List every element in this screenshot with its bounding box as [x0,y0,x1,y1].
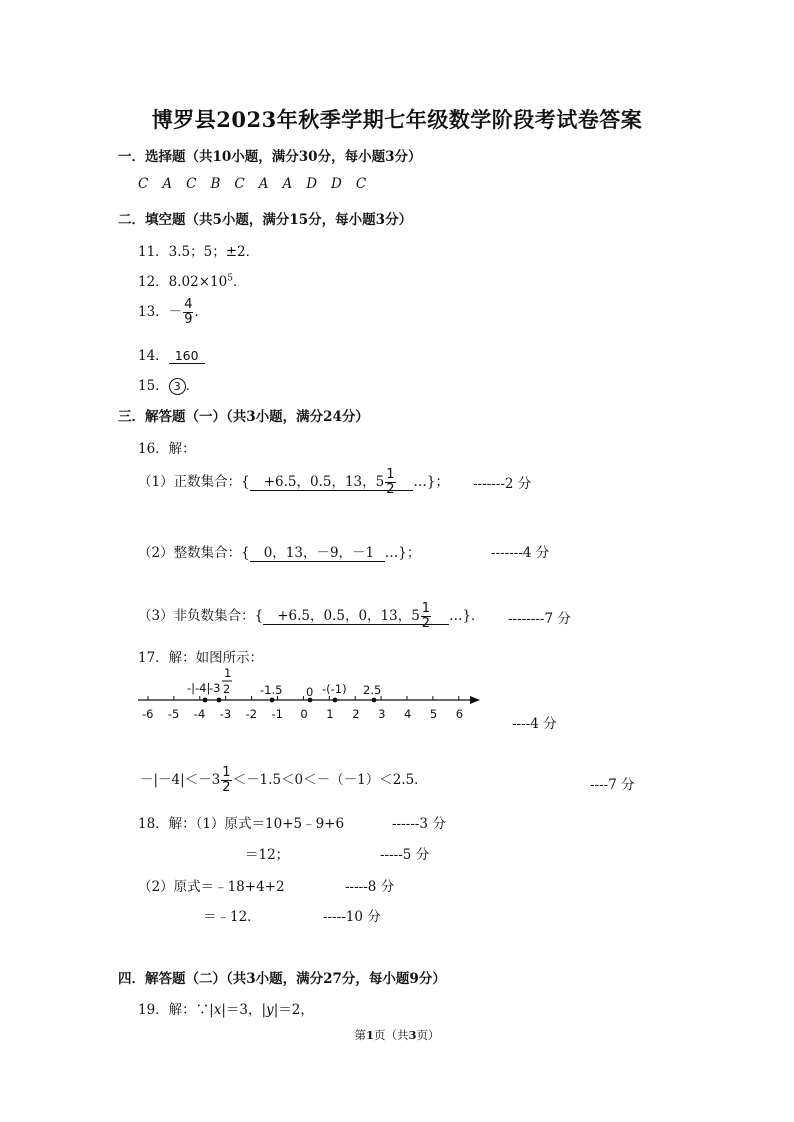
q16-3-fraction [421,602,431,631]
choice-answers [138,176,380,192]
section4-heading: 四．解答题（二）（共3小题，满分27分，每小题9分） [118,971,446,987]
q16-2-label: （2）整数集合：{ [138,545,250,561]
q15-answer [138,374,199,395]
point-neg3-half [217,698,222,703]
q16-3-end: …}． [448,608,485,624]
choice-answer: D [331,176,342,192]
q19-mid: |＝3，| [221,1002,267,1018]
tick-label: -2 [245,707,258,721]
tick-label: 5 [429,707,438,721]
q16-1-score: -------2 分 [473,476,532,492]
q18-score1: ------3 分 [392,816,446,832]
section3-heading: 三．解答题（一）（共3小题，满分24分） [118,409,369,425]
q13-suffix: ． [194,304,208,320]
q16-1-fraction [385,468,395,497]
label-half-num: 1 [224,666,232,680]
footer-prefix: 第 [354,1028,366,1042]
arrow-right-icon [470,696,480,704]
point-neg-neg1 [333,698,338,703]
footer-suffix: 页） [416,1028,440,1042]
q16-2-score: -------4 分 [491,545,550,561]
tick-label: -3 [219,707,232,721]
q17-score1: ----4 分 [512,716,557,732]
q12-suffix: ． [232,274,247,290]
q13-prefix: 13．－ [138,304,183,320]
tick-label: 0 [300,707,308,721]
choice-answer: D [306,176,318,192]
q18-score2: -----5 分 [380,847,430,863]
q14-value: 160 [169,348,205,364]
choice-answer: A [162,176,173,192]
q16-2-content: 0，13，－9，－1 [263,545,375,561]
q17-ineq-fraction [221,766,231,795]
label-neg1-5: -1.5 [260,683,283,697]
q18-score3: -----8 分 [345,879,395,895]
q16-1-frac-den: 2 [386,482,395,497]
q18-line4: ＝﹣12． [203,909,261,925]
q19-var-y: y [266,1002,274,1018]
page-title: 博罗县2023年秋季学期七年级数学阶段考试卷答案 [151,107,643,132]
q19-line [138,998,314,1018]
q19-end: |＝2， [273,1002,314,1018]
q15-prefix: 15． [138,378,169,394]
q16-part1 [138,468,449,497]
q16-3-frac-num: 1 [421,601,431,616]
q17-label: 17．解：如图所示： [138,650,264,666]
choice-answer: C [355,176,367,192]
circled-3-icon: 3 [169,378,186,395]
footer-total-pages: 3 [408,1028,417,1042]
q14-answer [138,344,205,364]
section1-heading: 一．选择题（共10小题，满分30分，每小题3分） [118,149,422,165]
tick-label: -5 [167,707,180,721]
q18-line3: （2）原式＝﹣18+4+2 [138,879,285,895]
q16-2-end: …}； [384,545,421,561]
q13-numerator: 4 [184,297,193,312]
q12-answer [138,270,246,290]
choice-answer: B [210,176,221,192]
q16-3-label: （3）非负数集合：{ [138,608,264,624]
tick-label: -1 [271,707,283,721]
choice-answer: A [258,176,269,192]
tick-label: -6 [142,707,154,721]
label-neg3: -3 [209,681,221,695]
q16-3-score: --------7 分 [508,611,571,627]
q14-prefix: 14． [138,348,169,364]
q16-1-end: …}； [413,474,449,490]
tick-label: 4 [404,707,412,721]
choice-answer: C [138,176,149,192]
page-footer [0,1027,794,1043]
q16-part3 [138,602,485,631]
q11-answer: 11．3.5；5；±2． [138,244,260,260]
q17-ineq-part2: ＜－1.5＜0＜－（－1）＜2.5． [232,772,428,788]
q16-1-content: +6.5，0.5，13，5 [263,474,385,490]
q16-3-content: +6.5，0.5，0，13，5 [277,608,420,624]
q13-denominator: 9 [184,312,193,327]
q17-score2: ----7 分 [590,777,635,793]
q18-line2: ＝12； [245,847,290,863]
choice-answer: A [282,176,293,192]
q19-var-x: x [213,1002,222,1018]
label-zero: 0 [306,685,314,699]
point-neg1-5 [270,698,275,703]
choice-answer: C [186,176,197,192]
point-neg-abs4 [203,698,208,703]
q16-part2 [138,541,420,561]
choice-answer: C [234,176,245,192]
q17-ineq-part1: －|－4|＜－3 [140,772,221,788]
q12-base: 12．8.02×10 [138,274,228,290]
tick-label: 3 [378,707,386,721]
q18-line1: 18．解：（1）原式＝10+5﹣9+6 [138,816,345,832]
footer-middle: 页（共 [374,1028,409,1042]
q17-ineq-num: 1 [222,765,231,780]
q17-ineq-den: 2 [222,780,231,795]
label-half-den: 2 [223,682,231,696]
tick-label: 1 [326,707,334,721]
section2-heading: 二．填空题（共5小题，满分15分，每小题3分） [118,212,413,228]
q16-1-frac-num: 1 [386,467,395,482]
q12-exponent: 5 [227,273,233,284]
q16-1-label: （1）正数集合：{ [138,474,250,490]
point-2-5 [372,698,377,703]
label-2-5: 2.5 [363,683,382,697]
tick-label: 2 [352,707,360,721]
tick-label: 6 [455,707,464,721]
q16-label: 16．解： [138,441,196,457]
number-line [130,662,490,724]
label-neg-abs4: -|-4| [187,681,211,695]
q18-score4: -----10 分 [323,909,381,925]
q17-inequality [140,766,428,795]
label-neg-neg1: -(-1) [322,682,347,696]
footer-page-number: 1 [365,1028,374,1042]
q19-prefix: 19．解：∵| [138,1002,214,1018]
tick-label: -4 [193,707,206,721]
q13-answer [138,298,208,327]
q13-fraction [183,298,193,327]
q16-3-frac-den: 2 [421,616,431,631]
q15-suffix: ． [185,378,200,394]
